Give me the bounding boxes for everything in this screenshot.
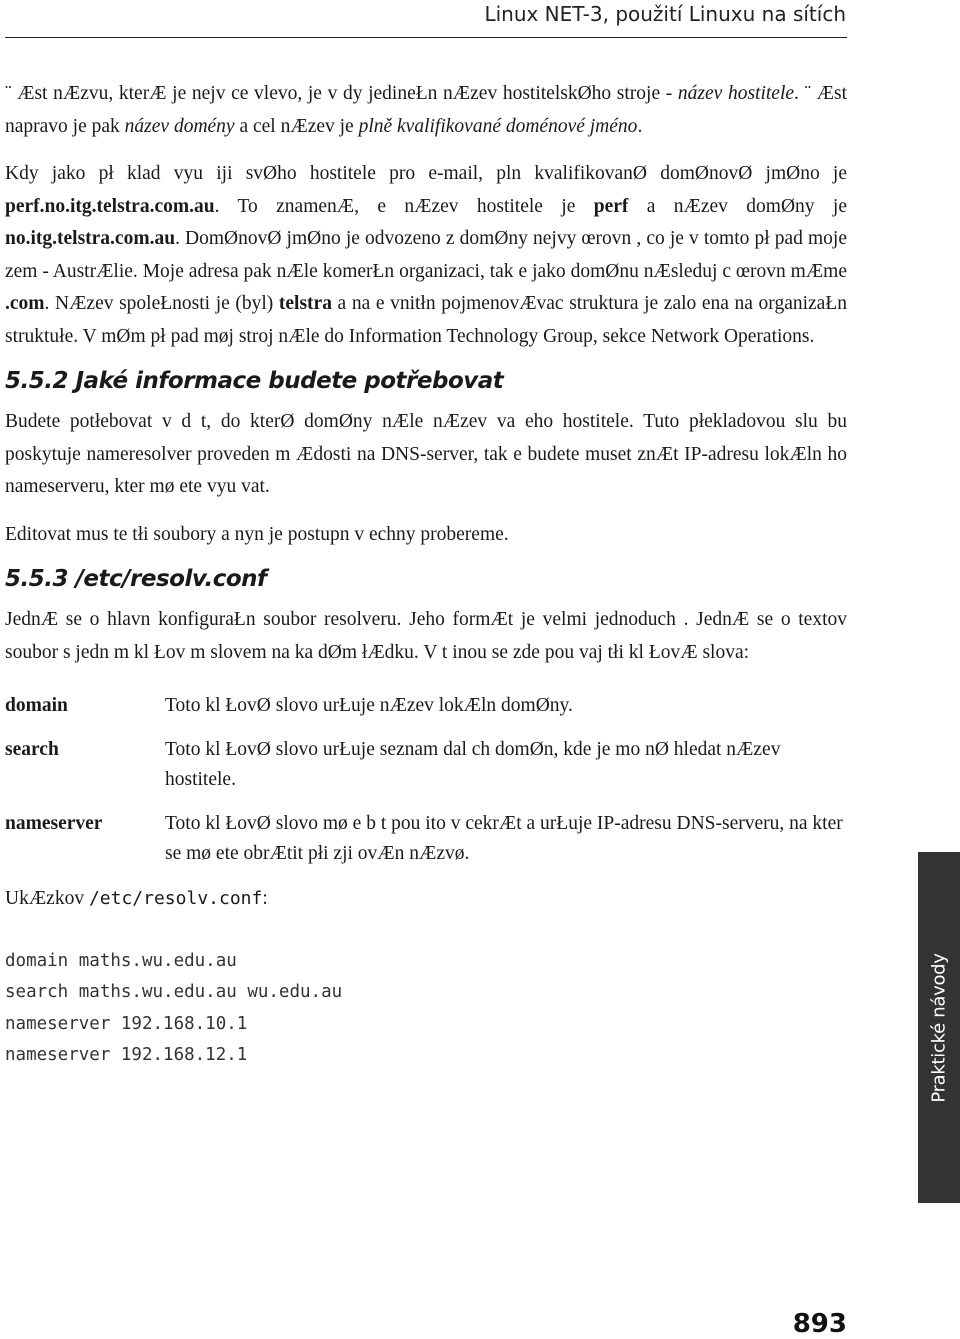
- code-line: nameserver 192.168.10.1: [5, 1013, 248, 1034]
- header-rule: [5, 37, 847, 38]
- paragraph-hostname: ¨ Æst nÆzvu, kterÆ je nejv ce vlevo, je v dy jedineŁn nÆzev hostitelskØho stroje - název hostitele. ¨ Æst napravo je pak název domény a cel nÆzev je plně kvalifikované doménové jméno.: [5, 83, 848, 137]
- code-line: domain maths.wu.edu.au: [5, 950, 237, 971]
- example-filename: /etc/resolv.conf: [88, 888, 263, 909]
- section-heading-information: 5.5.2 Jaké informace budete potřebovat: [5, 368, 504, 394]
- section-heading-resolv-conf: 5.5.3 /etc/resolv.conf: [5, 566, 267, 592]
- running-title: Linux NET-3, použití Linuxu na sítích: [484, 2, 846, 26]
- keyword-row-search: [5, 735, 847, 795]
- code-line: search maths.wu.edu.au wu.edu.au: [5, 982, 343, 1002]
- keyword-row-nameserver: [5, 809, 847, 869]
- code-block: [5, 946, 847, 1072]
- keyword-list: [5, 691, 847, 869]
- paragraph-files: Editovat mus te tłi soubory a nyn je postupn v echny probereme.: [5, 523, 509, 545]
- page-number: 893: [792, 1309, 847, 1339]
- keyword-description: Toto kl ŁovØ slovo urŁuje nÆzev lokÆln domØny.: [165, 695, 573, 716]
- example-caption: UkÆzkov /etc/resolv.conf:: [5, 888, 268, 909]
- keyword-description: Toto kl ŁovØ slovo mø e b t pou ito v cekrÆt a urŁuje IP-adresu DNS-serveru, na kter se mø ete obrÆtit płi zji ovÆn nÆzvø.: [165, 813, 843, 864]
- paragraph-resolv-conf: JednÆ se o hlavn konfiguraŁn soubor resolveru. Jeho formÆt je velmi jednoduch . JednÆ se o textov soubor s jedn m kl Łov m slovem na ka dØm łÆdku. V t inou se zde pou vaj tłi kl ŁovÆ slova:: [5, 609, 847, 663]
- code-line: nameserver 192.168.12.1: [5, 1045, 248, 1065]
- keyword-description: Toto kl ŁovØ slovo urŁuje seznam dal ch domØn, kde je mo nØ hledat nÆzev hostitele.: [165, 739, 781, 790]
- keyword-term: nameserver: [5, 813, 103, 834]
- keyword-row-domain: [5, 691, 847, 721]
- paragraph-information: Budete potłebovat v d t, do kterØ domØny nÆle nÆzev va eho hostitele. Tuto płekladovou slu bu poskytuje nameresolver proveden m Ædosti na DNS-server, tak e budete muset znÆt IP-adresu lokÆln ho nameserveru, kter mø ete vyu vat.: [5, 411, 847, 497]
- side-tab-label: Praktické návody: [928, 952, 950, 1103]
- side-chapter-tab: [918, 852, 960, 1203]
- keyword-term: domain: [5, 695, 68, 716]
- paragraph-example-domain: Kdy jako pł klad vyu iji svØho hostitele pro e-mail, pln kvalifikovanØ domØnovØ jmØno je perf.no.itg.telstra.com.au. To znamenÆ, e nÆzev hostitele je perf a nÆzev domØny je no.itg.telstra.com.au. DomØnovØ jmØno je odvozeno z domØny nejvy œrovn , co je v tomto pł pad moje zem - AustrÆlie. Moje adresa pak nÆle komerŁn organizaci, tak e jako domØnu nÆsleduj c œrovn mÆme .com. NÆzev spoleŁnosti je (byl) telstra a na e vnitłn pojmenovÆvac struktura je zalo ena na organizaŁn struktułe. V mØm pł pad møj stroj nÆle do Information Technology Group, sekce Network Operations.: [5, 163, 847, 347]
- page-body: [5, 78, 847, 1072]
- keyword-term: search: [5, 739, 59, 760]
